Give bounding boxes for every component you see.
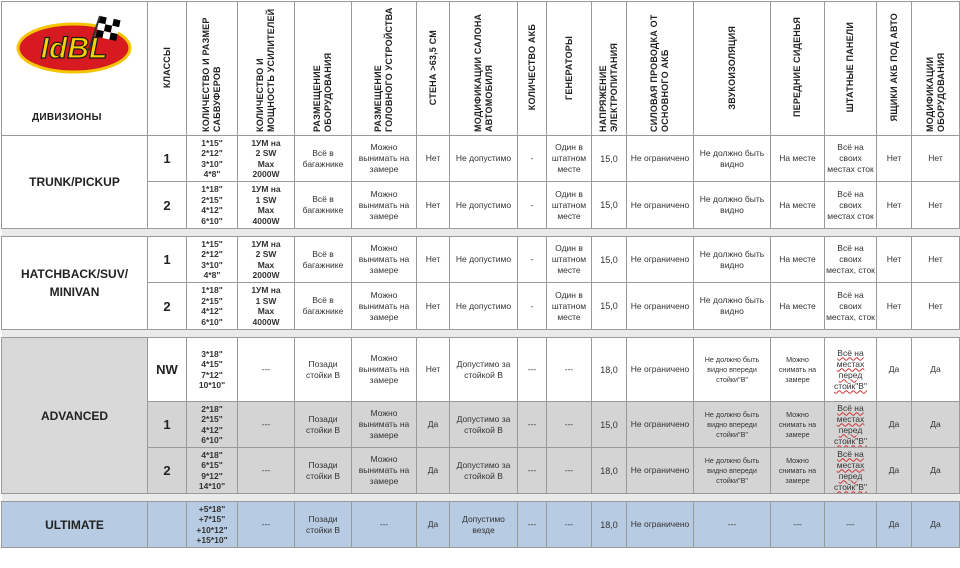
col-power-wiring: СИЛОВАЯ ПРОВОДКА ОТ ОСНОВНОГО АКБ bbox=[627, 2, 694, 136]
battery-count-cell: - bbox=[518, 237, 547, 283]
divisions-heading: ДИВИЗИОНЫ bbox=[32, 112, 102, 123]
seats-cell: Можно снимать на замере bbox=[771, 448, 825, 494]
header-row bbox=[2, 2, 960, 136]
class-cell: NW bbox=[148, 338, 187, 402]
battery-boxes-cell: Да bbox=[877, 402, 912, 448]
equipment-cell: Всё в багажнике bbox=[295, 182, 352, 229]
amplifiers-cell: --- bbox=[238, 502, 295, 548]
subwoofers-cell: +5*18" +7*15" +10*12" +15*10" bbox=[187, 502, 238, 548]
class-cell: 2 bbox=[148, 182, 187, 229]
equipment-mods-cell: Нет bbox=[912, 237, 960, 283]
section-divider bbox=[2, 330, 960, 338]
battery-count-cell: - bbox=[518, 283, 547, 330]
panels-cell: Всё на своих местах, сток bbox=[825, 237, 877, 283]
equipment-cell: Всё в багажнике bbox=[295, 237, 352, 283]
wiring-cell: Не ограничено bbox=[627, 402, 694, 448]
logo-text: IdBL bbox=[40, 32, 108, 65]
wiring-cell: Не ограничено bbox=[627, 283, 694, 330]
wiring-cell: Не ограничено bbox=[627, 182, 694, 229]
col-battery-boxes: ЯЩИКИ АКБ ПОД АВТО bbox=[877, 2, 912, 136]
class-cell: 2 bbox=[148, 283, 187, 330]
interior-mods-cell: Не допустимо bbox=[450, 182, 518, 229]
table-row bbox=[2, 237, 960, 283]
class-cell: 2 bbox=[148, 448, 187, 494]
wall-cell: Нет bbox=[417, 136, 450, 182]
subwoofers-cell: 2*18" 2*15" 4*12" 6*10" bbox=[187, 402, 238, 448]
head-unit-cell: Можно вынимать на замере bbox=[352, 338, 417, 402]
amplifiers-cell: --- bbox=[238, 448, 295, 494]
col-subwoofers: КОЛИЧЕСТВО И РАЗМЕР САБВУФЕРОВ bbox=[187, 2, 238, 136]
seats-cell: На месте bbox=[771, 136, 825, 182]
insulation-cell: Не должно быть видно bbox=[694, 237, 771, 283]
idbl-logo bbox=[14, 12, 134, 76]
battery-boxes-cell: Да bbox=[877, 338, 912, 402]
logo-cell bbox=[2, 2, 148, 136]
col-head-unit: РАЗМЕЩЕНИЕ ГОЛОВНОГО УСТРОЙСТВА bbox=[352, 2, 417, 136]
panels-cell: Всё на местах перед стойк"В" bbox=[825, 338, 877, 402]
panels-cell: Всё на местах перед стойк"В" bbox=[825, 448, 877, 494]
col-generators: ГЕНЕРАТОРЫ bbox=[547, 2, 592, 136]
interior-mods-cell: Допустимо за стойкой В bbox=[450, 402, 518, 448]
equipment-cell: Позади стойки В bbox=[295, 402, 352, 448]
insulation-cell: Не должно быть видно впереди стойки"В" bbox=[694, 338, 771, 402]
table-row bbox=[2, 136, 960, 182]
head-unit-cell: Можно вынимать на замере bbox=[352, 448, 417, 494]
amplifiers-cell: --- bbox=[238, 338, 295, 402]
interior-mods-cell: Не допустимо bbox=[450, 136, 518, 182]
equipment-mods-cell: Да bbox=[912, 448, 960, 494]
equipment-cell: Позади стойки В bbox=[295, 338, 352, 402]
wall-cell: Нет bbox=[417, 182, 450, 229]
col-sound-insulation: ЗВУКОИЗОЛЯЦИЯ bbox=[694, 2, 771, 136]
amplifiers-cell: 1УМ на 2 SW Max 2000W bbox=[238, 237, 295, 283]
equipment-cell: Позади стойки В bbox=[295, 448, 352, 494]
generators-cell: Один в штатном месте bbox=[547, 182, 592, 229]
col-equipment-placement: РАЗМЕЩЕНИЕ ОБОРУДОВАНИЯ bbox=[295, 2, 352, 136]
table-row bbox=[2, 338, 960, 402]
section-divider bbox=[2, 229, 960, 237]
voltage-cell: 15,0 bbox=[592, 182, 627, 229]
battery-boxes-cell: Да bbox=[877, 448, 912, 494]
equipment-mods-cell: Нет bbox=[912, 136, 960, 182]
panels-cell: Всё на своих местах сток bbox=[825, 182, 877, 229]
col-stock-panels: ШТАТНЫЕ ПАНЕЛИ bbox=[825, 2, 877, 136]
equipment-cell: Позади стойки В bbox=[295, 502, 352, 548]
wiring-cell: Не ограничено bbox=[627, 448, 694, 494]
table-row bbox=[2, 502, 960, 548]
generators-cell: Один в штатном месте bbox=[547, 283, 592, 330]
interior-mods-cell: Допустимо за стойкой В bbox=[450, 448, 518, 494]
subwoofers-cell: 1*15" 2*12" 3*10" 4*8" bbox=[187, 237, 238, 283]
seats-cell: На месте bbox=[771, 182, 825, 229]
col-equipment-mods: МОДИФИКАЦИИ ОБОРУДОВАНИЯ bbox=[912, 2, 960, 136]
battery-count-cell: - bbox=[518, 136, 547, 182]
generators-cell: --- bbox=[547, 448, 592, 494]
voltage-cell: 15,0 bbox=[592, 283, 627, 330]
subwoofers-cell: 1*18" 2*15" 4*12" 6*10" bbox=[187, 182, 238, 229]
wiring-cell: Не ограничено bbox=[627, 237, 694, 283]
wall-cell: Нет bbox=[417, 283, 450, 330]
col-wall: СТЕНА >63,5 СМ bbox=[417, 2, 450, 136]
amplifiers-cell: --- bbox=[238, 402, 295, 448]
battery-count-cell: --- bbox=[518, 338, 547, 402]
wall-cell: Да bbox=[417, 448, 450, 494]
battery-boxes-cell: Нет bbox=[877, 136, 912, 182]
voltage-cell: 15,0 bbox=[592, 136, 627, 182]
amplifiers-cell: 1УМ на 1 SW Max 4000W bbox=[238, 182, 295, 229]
col-voltage: НАПРЯЖЕНИЕ ЭЛЕКТРОПИТАНИЯ bbox=[592, 2, 627, 136]
subwoofers-cell: 3*18" 4*15" 7*12" 10*10" bbox=[187, 338, 238, 402]
section-divider bbox=[2, 494, 960, 502]
insulation-cell: Не должно быть видно bbox=[694, 283, 771, 330]
equipment-cell: Всё в багажнике bbox=[295, 136, 352, 182]
equipment-mods-cell: Нет bbox=[912, 182, 960, 229]
panels-cell: Всё на своих местах, сток bbox=[825, 283, 877, 330]
class-cell bbox=[148, 502, 187, 548]
seats-cell: На месте bbox=[771, 237, 825, 283]
battery-boxes-cell: Нет bbox=[877, 283, 912, 330]
generators-cell: Один в штатном месте bbox=[547, 237, 592, 283]
seats-cell: Можно снимать на замере bbox=[771, 338, 825, 402]
amplifiers-cell: 1УМ на 1 SW Max 4000W bbox=[238, 283, 295, 330]
battery-count-cell: --- bbox=[518, 502, 547, 548]
interior-mods-cell: Допустимо за стойкой В bbox=[450, 338, 518, 402]
col-interior-mods: МОДИФИКАЦИИ САЛОНА АВТОМОБИЛЯ bbox=[450, 2, 518, 136]
division-rules-table bbox=[1, 1, 960, 548]
insulation-cell: Не должно быть видно впереди стойки"В" bbox=[694, 402, 771, 448]
generators-cell: Один в штатном месте bbox=[547, 136, 592, 182]
head-unit-cell: Можно вынимать на замере bbox=[352, 182, 417, 229]
equipment-cell: Всё в багажнике bbox=[295, 283, 352, 330]
subwoofers-cell: 4*18" 6*15" 9*12" 14*10" bbox=[187, 448, 238, 494]
battery-count-cell: - bbox=[518, 182, 547, 229]
wall-cell: Да bbox=[417, 502, 450, 548]
generators-cell: --- bbox=[547, 338, 592, 402]
head-unit-cell: Можно вынимать на замере bbox=[352, 402, 417, 448]
battery-count-cell: --- bbox=[518, 448, 547, 494]
generators-cell: --- bbox=[547, 502, 592, 548]
subwoofers-cell: 1*15" 2*12" 3*10" 4*8" bbox=[187, 136, 238, 182]
division-name: HATCHBACK/SUV/ MINIVAN bbox=[2, 237, 148, 330]
interior-mods-cell: Допустимо везде bbox=[450, 502, 518, 548]
equipment-mods-cell: Да bbox=[912, 338, 960, 402]
division-name: ADVANCED bbox=[2, 338, 148, 494]
battery-count-cell: --- bbox=[518, 402, 547, 448]
head-unit-cell: Можно вынимать на замере bbox=[352, 283, 417, 330]
insulation-cell: Не должно быть видно впереди стойки"В" bbox=[694, 448, 771, 494]
division-name: TRUNK/PICKUP bbox=[2, 136, 148, 229]
col-amplifiers: КОЛИЧЕСТВО И МОЩНОСТЬ УСИЛИТЕЛЕЙ bbox=[238, 2, 295, 136]
class-cell: 1 bbox=[148, 237, 187, 283]
battery-boxes-cell: Нет bbox=[877, 237, 912, 283]
head-unit-cell: Можно вынимать на замере bbox=[352, 237, 417, 283]
division-name: ULTIMATE bbox=[2, 502, 148, 548]
wall-cell: Нет bbox=[417, 237, 450, 283]
head-unit-cell: --- bbox=[352, 502, 417, 548]
interior-mods-cell: Не допустимо bbox=[450, 237, 518, 283]
voltage-cell: 15,0 bbox=[592, 237, 627, 283]
generators-cell: --- bbox=[547, 402, 592, 448]
subwoofers-cell: 1*18" 2*15" 4*12" 6*10" bbox=[187, 283, 238, 330]
insulation-cell: Не должно быть видно bbox=[694, 136, 771, 182]
equipment-mods-cell: Да bbox=[912, 402, 960, 448]
seats-cell: Можно снимать на замере bbox=[771, 402, 825, 448]
voltage-cell: 15,0 bbox=[592, 402, 627, 448]
wiring-cell: Не ограничено bbox=[627, 136, 694, 182]
interior-mods-cell: Не допустимо bbox=[450, 283, 518, 330]
col-classes: КЛАССЫ bbox=[148, 2, 187, 136]
voltage-cell: 18,0 bbox=[592, 448, 627, 494]
wiring-cell: Не ограничено bbox=[627, 338, 694, 402]
panels-cell: Всё на своих местах сток bbox=[825, 136, 877, 182]
col-front-seats: ПЕРЕДНИЕ СИДЕНЬЯ bbox=[771, 2, 825, 136]
insulation-cell: Не должно быть видно bbox=[694, 182, 771, 229]
class-cell: 1 bbox=[148, 136, 187, 182]
class-cell: 1 bbox=[148, 402, 187, 448]
amplifiers-cell: 1УМ на 2 SW Max 2000W bbox=[238, 136, 295, 182]
wall-cell: Да bbox=[417, 402, 450, 448]
seats-cell: На месте bbox=[771, 283, 825, 330]
seats-cell: --- bbox=[771, 502, 825, 548]
wiring-cell: Не ограничено bbox=[627, 502, 694, 548]
battery-boxes-cell: Нет bbox=[877, 182, 912, 229]
panels-cell: Всё на местах перед стойк"В" bbox=[825, 402, 877, 448]
wall-cell: Нет bbox=[417, 338, 450, 402]
panels-cell: --- bbox=[825, 502, 877, 548]
col-battery-count: КОЛИЧЕСТВО АКБ bbox=[518, 2, 547, 136]
equipment-mods-cell: Да bbox=[912, 502, 960, 548]
equipment-mods-cell: Нет bbox=[912, 283, 960, 330]
voltage-cell: 18,0 bbox=[592, 502, 627, 548]
battery-boxes-cell: Да bbox=[877, 502, 912, 548]
voltage-cell: 18,0 bbox=[592, 338, 627, 402]
head-unit-cell: Можно вынимать на замере bbox=[352, 136, 417, 182]
insulation-cell: --- bbox=[694, 502, 771, 548]
